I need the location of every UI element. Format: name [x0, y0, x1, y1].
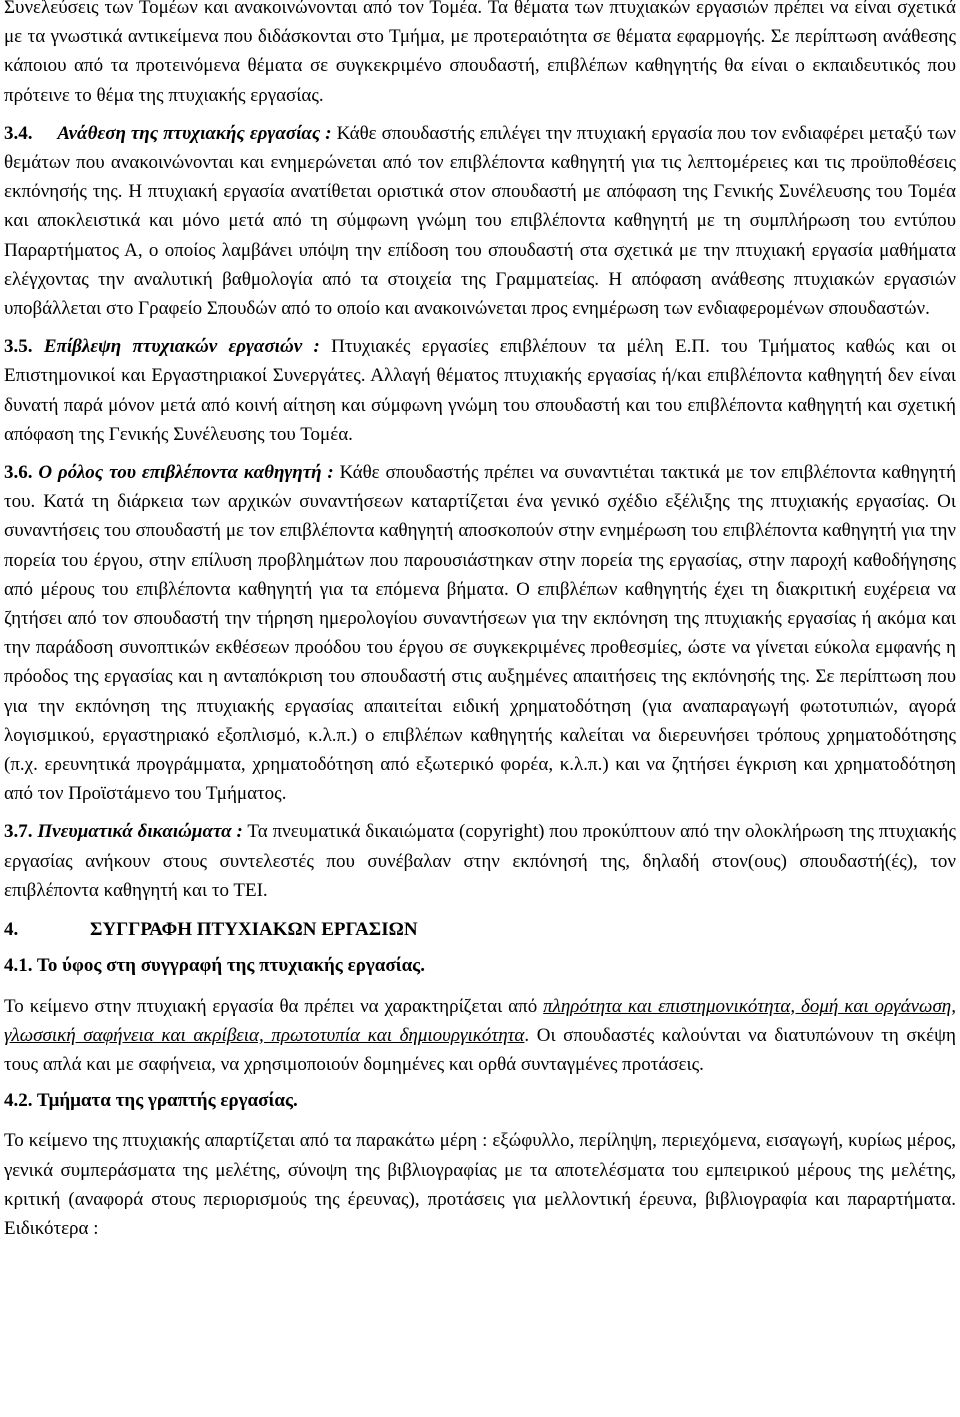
- section-3-6-text: Κάθε σπουδαστής πρέπει να συναντιέται τακτικά με τον επιβλέποντα καθηγητή του. Κατά τη διάρκεια των αρχικών συναντήσεων καταρτίζεται ένα γενικό σχέδιο εξέλιξης της πτυχιακής εργασίας. Οι συναντήσεις του σπουδαστή με τον επιβλέποντα καθηγητή αποσκοπούν στην ενημέρωση του επιβλέποντα καθηγητή για την πορεία του έργου, στην επίλυση προβλημάτων που παρουσιάστηκαν στην πορεία της εργασίας, στην παροχή καθοδήγησης από μέρους του επιβλέποντα καθηγητή για τα επόμενα βήματα. Ο επιβλέπων καθηγητής έχει τη διακριτική ευχέρεια να ζητήσει από τον σπουδαστή την τήρηση ημερολογίου συναντήσεων για την εκπόνηση της πτυχιακής εργασίας ή ακόμα και την παράδοση συνοπτικών εκθέσεων προόδου του έργου σε συγκεκριμένες προθεσμίες, ώστε να γίνεται εύκολα εμφανής η πρόοδος της εργασίας και η ανταπόκριση του σπουδαστή στις αυξημένες απαιτήσεις της εκπόνησής της. Σε περίπτωση που για την εκπόνηση της πτυχιακής εργασίας απαιτείται ειδική χρηματοδότηση (για αναπαραγωγή φωτοτυπιών, αγορά λογισμικού, εργαστηριακό εξοπλισμό, κ.λ.π.) ο επιβλέπων καθηγητής καλείται να διερευνήσει τρόπους χρηματοδότησης (π.χ. ερευνητικά προγράμματα, χρηματοδότηση από εξωτερικό φορέα, κ.λ.π.) και να ζητήσει έγκριση και χρηματοδότηση από τον Προϊστάμενο του Τμήματος.: [4, 462, 956, 805]
- intro-text: Συνελεύσεις των Τομέων και ανακοινώνονται από τον Τομέα. Τα θέματα των πτυχιακών εργασιών πρέπει να είναι σχετικά με τα γνωστικά αντικείμενα που διδάσκονται στο Τμήμα, με προτεραιότητα σε θέματα εφαρμογής. Σε περίπτωση ανάθεσης κάποιου από τα προτεινόμενα θέματα σε συγκεκριμένο σπουδαστή, επιβλέπων καθηγητής θα είναι ο εκπαιδευτικός που πρότεινε το θέμα της πτυχιακής εργασίας.: [4, 0, 956, 106]
- section-4-1-heading: [4, 951, 956, 980]
- section-4-2-paragraph: [4, 1126, 956, 1243]
- section-4-1-underlined-qualities: πληρότητα και επιστημονικότητα, δομή και οργάνωση, γλωσσική σαφήνεια και ακρίβεια, πρωτοτυπία και δημιουργικότητα: [4, 995, 956, 1046]
- section-3-6-paragraph: [4, 458, 956, 808]
- section-3-6-title: Ο ρόλος του επιβλέποντα καθηγητή :: [38, 462, 334, 484]
- section-4-2-title: 4.2. Τμήματα της γραπτής εργασίας.: [4, 1090, 298, 1112]
- chapter-4-heading: [4, 915, 956, 944]
- section-3-4-number: 3.4.: [4, 122, 33, 144]
- section-3-5-title: Επίβλεψη πτυχιακών εργασιών :: [43, 336, 320, 358]
- section-3-7-paragraph: [4, 817, 956, 905]
- section-3-6-number: 3.6.: [4, 462, 33, 484]
- intro-paragraph: [4, 0, 956, 110]
- section-3-7-text: Τα πνευματικά δικαιώματα (copyright) που προκύπτουν από την ολοκλήρωση της πτυχιακής εργασίας ανήκουν στους συντελεστές που συνέβαλαν στην εκπόνησή της, δηλαδή στον(ους) σπουδαστή(ές), τον επιβλέποντα καθηγητή και το ΤΕΙ.: [4, 821, 956, 901]
- document-page: [4, 0, 956, 1243]
- section-4-1-text-after: . Οι σπουδαστές καλούνται να διατυπώνουν τη σκέψη τους απλά και με σαφήνεια, να χρησιμοποιούν δομημένες και ορθά συνταγμένες προτάσεις.: [4, 1024, 956, 1075]
- section-3-5-number: 3.5.: [4, 336, 33, 358]
- section-3-4-title: Ανάθεση της πτυχιακής εργασίας :: [57, 122, 332, 144]
- section-3-4-text: Κάθε σπουδαστής επιλέγει την πτυχιακή εργασία που τον ενδιαφέρει μεταξύ των θεμάτων που ανακοινώνονται και ενημερώνεται από τον επιβλέποντα καθηγητή για τις λεπτομέρειες και τις προϋποθέσεις εκπόνησής της. Η πτυχιακή εργασία ανατίθεται οριστικά στον σπουδαστή με απόφαση της Γενικής Συνέλευσης του Τομέα και αποκλειστικά και μόνο μετά από τη σύμφωνη γνώμη του επιβλέποντα καθηγητή με τη συμπλήρωση του εντύπου Παραρτήματος Α, ο οποίος λαμβάνει υπόψη την επίδοση του σπουδαστή στα σχετικά με την πτυχιακή εργασία μαθήματα ελέγχοντας την αναλυτική βαθμολογία από τα στοιχεία της Γραμματείας. Η απόφαση ανάθεσης πτυχιακών εργασιών υποβάλλεται στο Γραφείο Σπουδών από το οποίο και ανακοινώνεται προς ενημέρωση των ενδιαφερομένων σπουδαστών.: [4, 122, 957, 320]
- section-3-7-number: 3.7.: [4, 821, 33, 843]
- section-3-4-paragraph: [4, 119, 956, 323]
- section-4-2-heading: [4, 1086, 956, 1115]
- chapter-4-number: 4.: [4, 919, 19, 941]
- section-3-5-paragraph: [4, 332, 956, 449]
- section-4-1-text-before: Το κείμενο στην πτυχιακή εργασία θα πρέπει να χαρακτηρίζεται από: [4, 995, 544, 1017]
- section-3-5-text: Πτυχιακές εργασίες επιβλέπουν τα μέλη Ε.Π. του Τμήματος καθώς και οι Επιστημονικοί και Εργαστηριακοί Συνεργάτες. Αλλαγή θέματος πτυχιακής εργασίας ή/και επιβλέποντα καθηγητή δεν είναι δυνατή παρά μόνον μετά από κοινή αίτηση και σύμφωνη γνώμη του σπουδαστή και του επιβλέποντα καθηγητή και σχετική απόφαση της Γενικής Συνέλευσης του Τομέα.: [4, 336, 956, 445]
- section-3-7-title: Πνευματικά δικαιώματα :: [37, 821, 243, 843]
- section-4-1-title: 4.1. Το ύφος στη συγγραφή της πτυχιακής εργασίας.: [4, 955, 425, 977]
- section-4-1-paragraph: [4, 992, 956, 1080]
- chapter-4-title: ΣΥΓΓΡΑΦΗ ΠΤΥΧΙΑΚΩΝ ΕΡΓΑΣΙΩΝ: [90, 919, 418, 941]
- section-4-2-text: Το κείμενο της πτυχιακής απαρτίζεται από τα παρακάτω μέρη : εξώφυλλο, περίληψη, περιεχόμενα, εισαγωγή, κυρίως μέρος, γενικά συμπεράσματα της μελέτης, σύνοψη της βιβλιογραφίας με τα αποτελέσματα του εμπειρικού μέρους της μελέτης, κριτική (αναφορά στους περιορισμούς της έρευνας), προτάσεις για μελλοντική έρευνα, βιβλιογραφία και παραρτήματα. Ειδικότερα :: [4, 1130, 956, 1239]
